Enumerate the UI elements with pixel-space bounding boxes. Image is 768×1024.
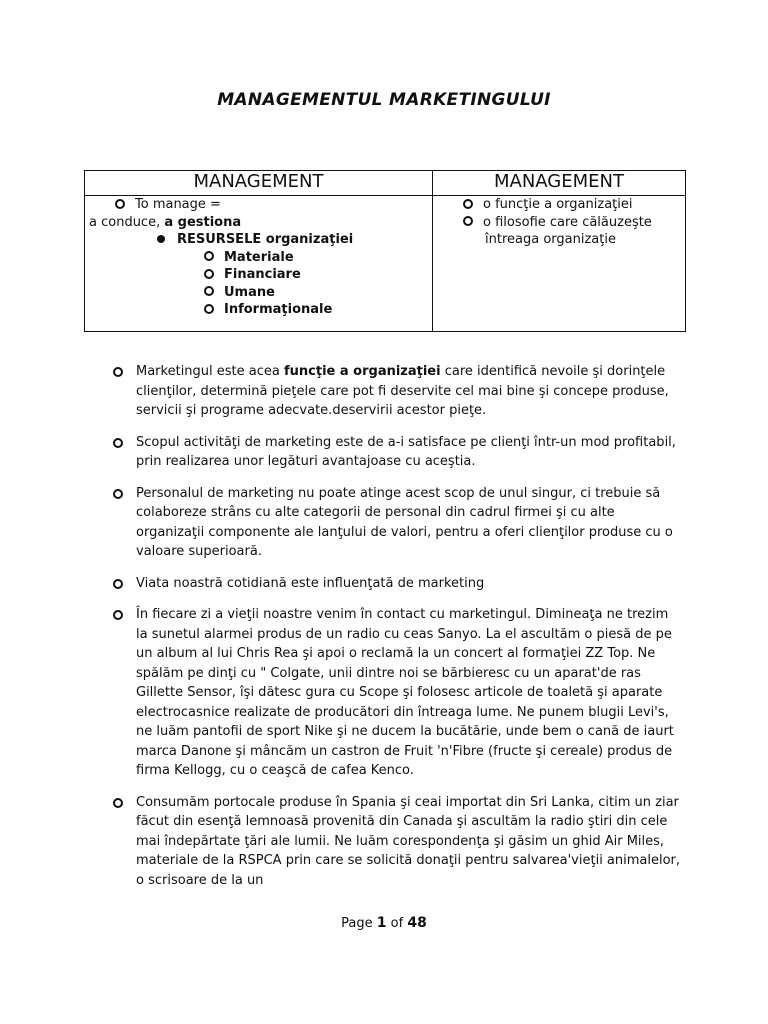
- ring-bullet-icon: [204, 304, 214, 314]
- paragraph-daily-life: Viata noastră cotidiană este influenţată de marketing: [113, 574, 683, 594]
- list-item: Materiale: [85, 249, 432, 267]
- ring-bullet-icon: [204, 286, 214, 296]
- disc-bullet-icon: [157, 235, 165, 243]
- list-item: Informaţionale: [85, 301, 432, 319]
- ring-bullet-icon: [115, 199, 125, 209]
- ring-bullet-icon: [113, 489, 123, 499]
- list-item: RESURSELE organizaţiei: [85, 231, 432, 249]
- paragraph-scope: Scopul activităţi de marketing este de a-i satisface pe clienţi într-un mod profitabil, prin realizarea unor legături avantajoase cu aceştia.: [113, 433, 683, 472]
- ring-bullet-icon: [113, 610, 123, 620]
- list-item: o funcţie a organizaţiei: [433, 196, 685, 214]
- list-item: a conduce, a gestiona: [89, 214, 242, 230]
- table-header-right: MANAGEMENT: [433, 171, 686, 196]
- paragraph-definition: Marketingul este acea funcţie a organizaţiei care identifică nevoile şi dorinţele clienţilor, determină pieţele care pot fi deservite cel mai bine şi concepe produse, servicii şi programe adecvate.deservirii acestor pieţe.: [113, 362, 683, 421]
- ring-bullet-icon: [113, 579, 123, 589]
- paragraph-personnel: Personalul de marketing nu poate atinge acest scop de unul singur, ci trebuie să colaboreze strâns cu alte categorii de personal din cadrul firmei şi cu alte organizaţii componente ale lanţului de valori, pentru a oferi clienţilor produse cu o valoare superioară.: [113, 484, 683, 562]
- list-item: Financiare: [85, 266, 432, 284]
- ring-bullet-icon: [463, 199, 473, 209]
- list-item: o filosofie care călăuzeşte: [433, 214, 685, 232]
- document-title: MANAGEMENTUL MARKETINGULUI: [217, 90, 551, 110]
- page-number: 1: [376, 915, 387, 931]
- list-item: Umane: [85, 284, 432, 302]
- ring-bullet-icon: [204, 251, 214, 261]
- ring-bullet-icon: [204, 269, 214, 279]
- list-item: To manage =: [85, 196, 432, 214]
- table-cell-right: [433, 196, 686, 332]
- ring-bullet-icon: [463, 216, 473, 226]
- bullet-list: [113, 362, 683, 902]
- ring-bullet-icon: [113, 367, 123, 377]
- list-item-continuation: întreaga organizaţie: [485, 232, 616, 247]
- table-cell-left: [85, 196, 433, 332]
- ring-bullet-icon: [113, 438, 123, 448]
- management-table: [84, 170, 686, 332]
- ring-bullet-icon: [113, 798, 123, 808]
- paragraph-consumption-example: Consumăm portocale produse în Spania şi ceai importat din Sri Lanka, citim un ziar făcut din esenţă lemnoasă provenită din Canada şi ascultăm la radio ştiri din cele mai îndepărtate ţări ale lumii. Ne luăm corespondenţa şi găsim un ghid Air Miles, materiale de la RSPCA prin care se solicită donaţii pentru salvarea'vieţii animalelor, o scrisoare de la un: [113, 793, 683, 891]
- paragraph-morning-example: În fiecare zi a vieţii noastre venim în contact cu marketingul. Dimineaţa ne trezim la sunetul alarmei produs de un radio cu ceas Sanyo. La el ascultăm o piesă de pe un album al lui Chris Rea şi apoi o reclamă la un concert al formaţiei ZZ Top. Ne spălăm pe dinţi cu " Colgate, unii dintre noi se bărbieresc cu un aparat'de ras Gillette Sensor, îşi dătesc gura cu Scope şi folosesc articole de toaletă şi aparate electrocasnice realizate de producători din întreaga lume. Ne punem blugii Levi's, ne luăm pantofii de sport Nike şi ne ducem la bucătărie, unde bem o cană de iaurt marca Danone şi mâncăm un castron de Fruit 'n'Fibre (fructe şi cereale) produs de firma Kellogg, cu o ceaşcă de cafea Kenco.: [113, 605, 683, 781]
- page-total: 48: [407, 915, 427, 931]
- page-footer: Page 1 of 48: [341, 915, 427, 931]
- table-header-left: MANAGEMENT: [85, 171, 433, 196]
